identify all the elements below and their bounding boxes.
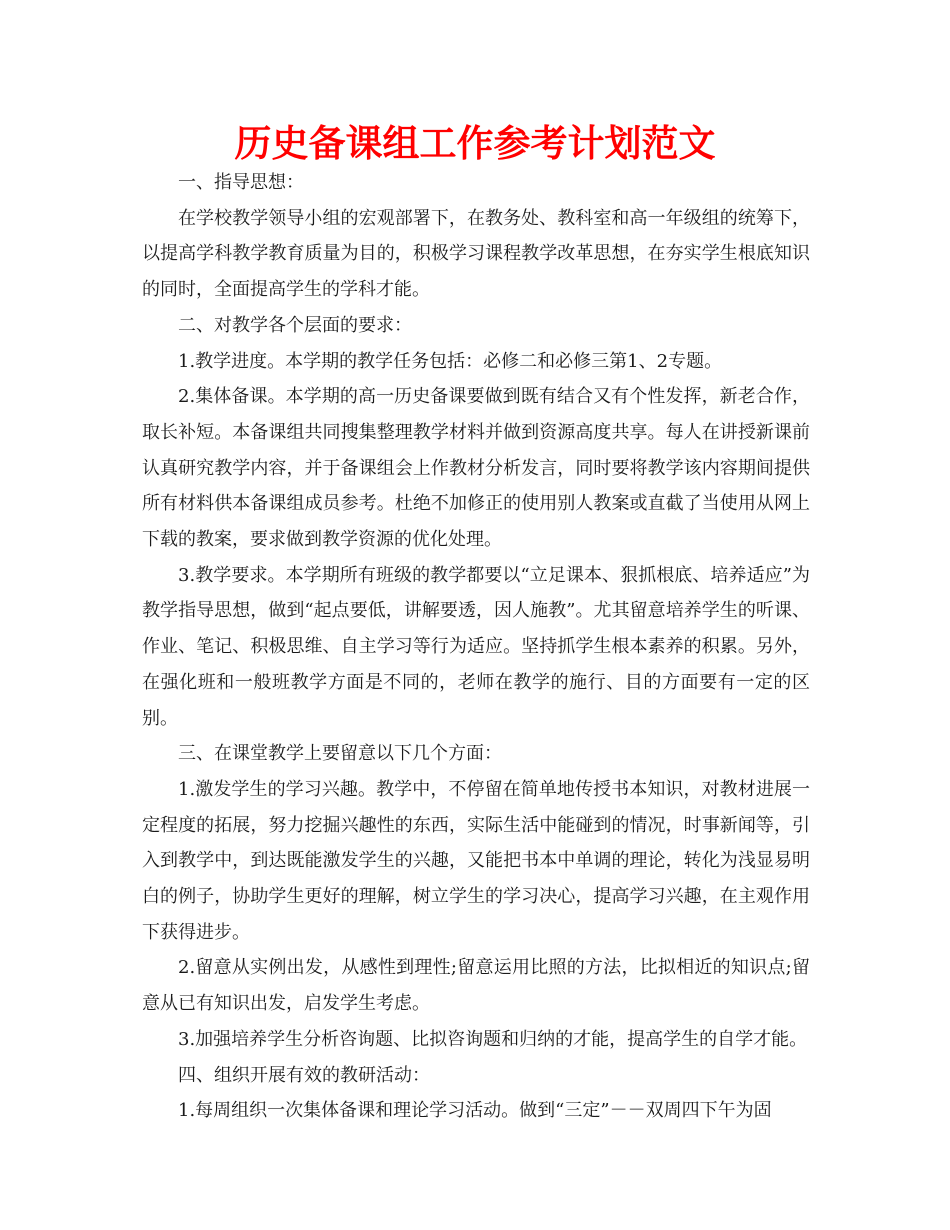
paragraph-from-examples: 2.留意从实例出发，从感性到理性;留意运用比照的方法，比拟相近的知识点;留意从已有知识出发，启发学生考虑。 [142, 957, 810, 1015]
paragraph-analysis-ability: 3.加强培养学生分析咨询题、比拟咨询题和归纳的才能，提高学生的自学才能。 [178, 1028, 808, 1050]
section-heading-teaching-requirements: 二、对教学各个层面的要求： [178, 314, 412, 336]
paragraph-guiding-thought: 在学校教学领导小组的宏观部署下，在教务处、教科室和高一年级组的统筹下，以提高学科教学教育质量为目的，积极学习课程教学改革思想，在夯实学生根底知识的同时，全面提高学生的学科才能。 [142, 207, 810, 301]
paragraph-teaching-demands: 3.教学要求。本学期所有班级的教学都要以“立足课本、狠抓根底、培养适应”为教学指导思想，做到“起点要低，讲解要透，因人施教”。尤其留意培养学生的听课、作业、笔记、积极思维、自主学习等行为适应。坚持抓学生根本素养的积累。另外，在强化班和一般班教学方面是不同的，老师在教学的施行、目的方面要有一定的区别。 [142, 564, 810, 729]
paragraph-stimulate-interest: 1.激发学生的学习兴趣。教学中，不停留在简单地传授书本知识，对教材进展一定程度的拓展，努力挖掘兴趣性的东西，实际生活中能碰到的情况，时事新闻等，引入到教学中，到达既能激发学生的兴趣，又能把书本中单调的理论，转化为浅显易明白的例子，协助学生更好的理解，树立学生的学习决心，提高学习兴趣，在主观作用下获得进步。 [142, 778, 810, 943]
section-heading-research-activities: 四、组织开展有效的教研活动： [178, 1064, 430, 1086]
paragraph-weekly-activity: 1.每周组织一次集体备课和理论学习活动。做到“三定”－－双周四下午为固 [178, 1100, 772, 1122]
document-body [142, 165, 810, 1129]
section-heading-guiding-thought: 一、指导思想： [178, 172, 304, 193]
document-title: 历史备课组工作参考计划范文 [234, 122, 716, 165]
paragraph-collective-preparation: 2.集体备课。本学期的高一历史备课要做到既有结合又有个性发挥，新老合作，取长补短。本备课组共同搜集整理教学材料并做到资源高度共享。每人在讲授新课前认真研究教学内容，并于备课组会上作教材分析发言，同时要将教学该内容期间提供所有材料供本备课组成员参考。杜绝不加修正的使用别人教案或直截了当使用从网上下载的教案，要求做到教学资源的优化处理。 [142, 386, 810, 551]
paragraph-teaching-progress: 1.教学进度。本学期的教学任务包括：必修二和必修三第1、2专题。 [178, 350, 723, 372]
section-heading-classroom-teaching: 三、在课堂教学上要留意以下几个方面： [178, 743, 502, 765]
